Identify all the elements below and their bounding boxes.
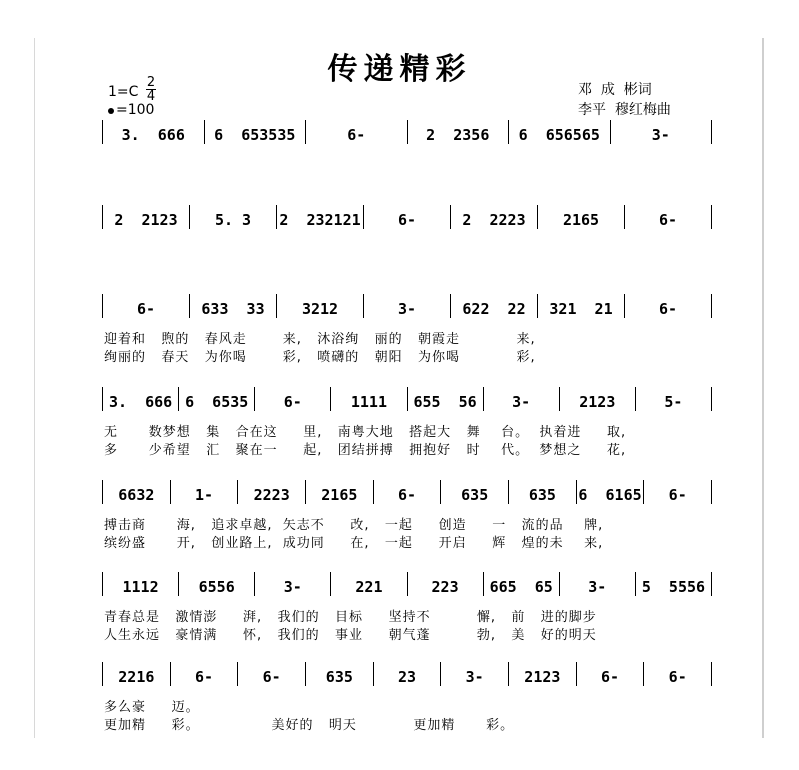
lyric-line: 人生永远 豪情满 怀, 我们的 事业 朝气蓬 勃, 美 好的明天 [104, 628, 597, 643]
measure: 665 65 [489, 578, 553, 596]
measure: 3. 666 [108, 393, 173, 411]
measure: 5. 3 [214, 211, 252, 229]
notation-line [102, 292, 712, 318]
tempo-value: =100 [116, 102, 155, 118]
measure: 2 2123 [114, 211, 178, 229]
measure: 2 232121 [279, 211, 361, 229]
measure: 223 [431, 578, 459, 596]
time-signature-bottom: 4 [146, 89, 156, 104]
measure: 6 6535 [185, 393, 249, 411]
measure: 6- [283, 393, 302, 411]
barline [711, 205, 712, 229]
sheet-border-right [762, 38, 764, 738]
measure: 6- [262, 668, 281, 686]
time-signature [146, 76, 156, 103]
measure: 6- [668, 668, 687, 686]
measure: 633 33 [201, 300, 265, 318]
measure: 6 653535 [214, 126, 296, 144]
measure: 23 [397, 668, 417, 686]
measure: 622 22 [462, 300, 526, 318]
measure: 6556 [198, 578, 235, 596]
measure: 6 6165 [578, 486, 642, 504]
measure: 2123 [579, 393, 616, 411]
measure: 3- [397, 300, 417, 318]
measure: 6 656565 [518, 126, 600, 144]
key-signature: 1=C [108, 84, 139, 100]
barline [711, 387, 712, 411]
measure: 635 [528, 486, 556, 504]
measure: 1112 [122, 578, 159, 596]
lyric-line: 搏击商 海, 追求卓越, 矢志不 改, 一起 创造 一 流的品 牌, [104, 518, 604, 533]
measure: 2165 [321, 486, 358, 504]
measure: 221 [355, 578, 383, 596]
measure: 6632 [118, 486, 155, 504]
measure: 6- [397, 486, 417, 504]
measure: 1- [194, 486, 214, 504]
measure: 655 56 [413, 393, 477, 411]
tempo-marking [108, 102, 154, 118]
barline [711, 120, 712, 144]
measure: 3212 [301, 300, 339, 318]
measure: 3- [588, 578, 607, 596]
barline [711, 572, 712, 596]
measure: 2123 [524, 668, 561, 686]
measure: 6- [194, 668, 214, 686]
quarter-note-icon [108, 108, 114, 114]
barline [711, 294, 712, 318]
notation-line [102, 570, 712, 596]
measure: 635 [461, 486, 489, 504]
notation-line [102, 385, 712, 411]
credits [578, 80, 671, 120]
measure: 5- [664, 393, 683, 411]
measure: 6- [347, 126, 366, 144]
measure: 6- [136, 300, 156, 318]
measure: 2 2223 [462, 211, 526, 229]
barline [711, 480, 712, 504]
measure: 321 21 [549, 300, 613, 318]
measure: 3- [465, 668, 484, 686]
lyric-line: 缤纷盛 开, 创业路上, 成功同 在, 一起 开启 辉 煌的未 来, [104, 536, 604, 551]
measure: 3. 666 [121, 126, 185, 144]
measure: 635 [325, 668, 353, 686]
measure: 3- [283, 578, 302, 596]
measure: 6- [601, 668, 620, 686]
notation-line [102, 118, 712, 144]
measure: 1111 [350, 393, 387, 411]
measure: 6- [658, 211, 678, 229]
measure: 6- [658, 300, 678, 318]
song-title: 传递精彩 [327, 52, 472, 87]
lyric-line: 迎着和 煦的 春风走 来, 沐浴绚 丽的 朝霞走 来, [104, 332, 536, 347]
lyric-line: 无 数梦想 集 合在这 里, 南粤大地 搭起大 舞 台。 执着进 取, [104, 425, 627, 440]
lyric-line: 青春总是 激情澎 湃, 我们的 目标 坚持不 懈, 前 进的脚步 [104, 610, 597, 625]
measure: 2216 [118, 668, 155, 686]
lyric-line: 多 少希望 汇 聚在一 起, 团结拼搏 拥抱好 时 代。 梦想之 花, [104, 443, 627, 458]
measure: 6- [397, 211, 417, 229]
measure: 5 5556 [641, 578, 706, 596]
barline [711, 662, 712, 686]
lyricist-credit: 邓 成 彬词 [578, 82, 652, 98]
measure: 3- [651, 126, 670, 144]
notation-line [102, 660, 712, 686]
measure: 6- [668, 486, 687, 504]
measure: 2165 [562, 211, 600, 229]
measure: 2223 [253, 486, 290, 504]
notation-line [102, 203, 712, 229]
lyric-line: 多么豪 迈。 [104, 700, 200, 715]
lyric-line: 更加精 彩。 美好的 明天 更加精 彩。 [104, 718, 515, 733]
notation-line [102, 478, 712, 504]
lyric-line: 绚丽的 春天 为你喝 彩, 喷礴的 朝阳 为你喝 彩, [104, 350, 536, 365]
time-signature-top: 2 [146, 75, 156, 90]
sheet-border-left [34, 38, 35, 738]
measure: 2 2356 [426, 126, 490, 144]
measure: 3- [512, 393, 531, 411]
composer-credit: 李平 穆红梅曲 [578, 102, 671, 118]
